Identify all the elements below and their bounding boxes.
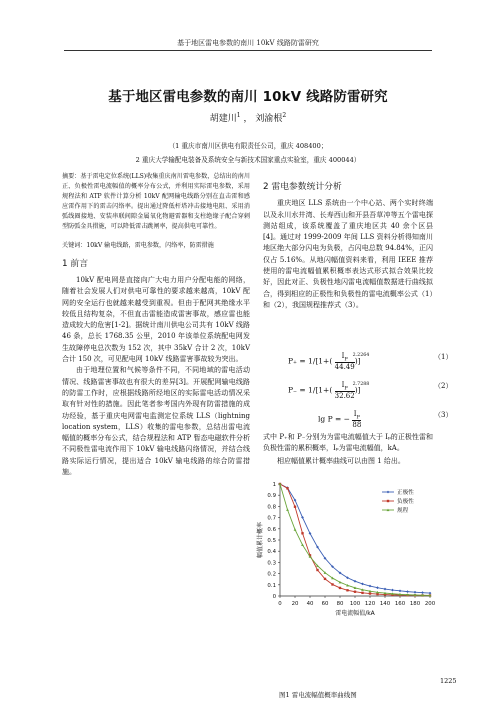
equation-2: [288, 381, 453, 401]
equation-fraction: [352, 410, 361, 429]
legend-label: 正极性: [397, 490, 414, 496]
x-tick-label: 140: [379, 601, 391, 607]
equation-3: [318, 410, 453, 430]
y-tick-label: 0.1: [267, 582, 276, 589]
equation-rhs: )]: [354, 385, 361, 395]
y-tick-label: 0.9: [267, 493, 276, 500]
amplitude-probability-chart: [256, 480, 438, 686]
data-point: [286, 487, 288, 489]
y-tick-label: 0.4: [267, 549, 276, 556]
equation-1: [288, 352, 453, 372]
y-tick-label: 0.6: [267, 526, 276, 533]
affiliation-line: 2 重庆大学输配电装备及系统安全与新技术国家重点实验室，重庆 400044）: [135, 156, 361, 164]
x-tick-label: 200: [424, 601, 436, 607]
keywords: 关键词：10kV 输电线路，雷电参数，闪络率，防雷措施: [62, 241, 214, 249]
x-tick-label: 20: [291, 601, 299, 607]
data-point: [301, 532, 303, 534]
x-tick-label: 80: [336, 601, 344, 607]
equation-fraction: [335, 352, 355, 371]
fraction-numerator: $I_P$: [335, 381, 355, 392]
equation-number: （2）: [434, 382, 453, 390]
equation-exponent: 2.7288: [352, 382, 370, 388]
author-line: [0, 111, 496, 124]
data-point: [361, 583, 364, 586]
author-name: 刘渝根: [255, 114, 283, 124]
section-heading: 2 雷电参数统计分析: [263, 182, 342, 192]
fraction-denominator: 44.49: [334, 363, 355, 372]
data-point: [406, 590, 409, 593]
abstract: 摘要：基于雷电定位系统(LLS)收集重庆南川雷电参数，总结出的南川正、负极性雷电流幅值的概率分布公式，并利用实际雷电参数，采用规程法和 ATP 软件计算分析 10kV 配网输电线路分别在直击雷和感应雷作用下的雷击闪络率。提出通过降低杆塔冲击接地电阻、采用消弧线圈接地、安装串联间隙金属氧化物避雷器和支柱绝缘子配合穿刺型防弧金具措施，可以降低雷击跳闸率，提高供电可靠性。: [62, 173, 250, 231]
data-point: [376, 586, 379, 589]
figure-caption: 图1 雷电流幅值概率曲线图: [279, 691, 357, 699]
equation-explanation-block: [263, 432, 433, 467]
data-point: [414, 591, 417, 594]
affiliation-line: （1 重庆市南川区供电有限责任公司，重庆 408400；: [168, 142, 328, 150]
x-tick-label: 180: [409, 601, 421, 607]
section-heading: 1 前言: [62, 258, 88, 269]
legend-label: 负极性: [397, 499, 414, 505]
left-column: [62, 172, 250, 478]
paper-title: 基于地区雷电参数的南川 10kV 线路防雷研究: [108, 90, 388, 105]
data-point: [399, 589, 402, 592]
data-point: [301, 516, 304, 519]
body-paragraph: 式中 P₊和 P₋分别为为雷电流幅值大于 Iₚ的正极性雷和负极性雷的累积概率，Iₚ为雷电流幅值，kA。: [263, 433, 433, 453]
data-point: [369, 592, 371, 594]
y-tick-label: 0.3: [267, 560, 276, 567]
fraction-numerator: $I_P$: [335, 352, 355, 363]
equation-lhs: P₊ = 1/[1+(: [288, 356, 333, 366]
body-paragraph: 由于地理位置和气候等条件不同，不同地域的雷电活动情况、线路雷害事故也有很大的差异[3]。开展配网输电线路的防雷工作时，应根据线路所经地区的实际雷电活动情况采取有针对性的措施。因此笔者参考国内外现有防雷措施的成功经验，基于重庆电网雷电监测定位系统 LLS（lightning location system，LLS）收集的雷电参数，总结出雷电流幅值的概率分布公式，结合规程法和 ATP 暂态电磁软件分析不同极性雷电流作用下 10kV 输电线路闪络情况，并结合线路实际运行情况，提出适合 10kV 输电线路的综合防雷措施。: [62, 366, 250, 476]
y-tick-label: 0.7: [267, 515, 276, 522]
equation-number: （3）: [434, 411, 453, 419]
data-point: [354, 591, 356, 593]
author-affil-mark: 2: [282, 112, 287, 119]
fraction-numerator: $I_P$: [353, 410, 360, 421]
x-tick-label: 160: [394, 601, 406, 607]
data-point: [391, 589, 394, 592]
equation-number: （1）: [434, 353, 453, 361]
running-head: 基于地区雷电参数的南川 10kV 线路防雷研究: [177, 39, 319, 47]
x-tick-label: 100: [349, 601, 361, 607]
fraction-denominator: 88: [352, 421, 362, 430]
equation-fraction: [335, 381, 355, 400]
author-separator: ，: [243, 114, 253, 124]
legend-label: 规程: [397, 508, 409, 514]
x-axis-label: 雷电流幅值/kA: [335, 610, 375, 617]
data-point: [331, 583, 333, 585]
right-column: [263, 172, 433, 311]
body-paragraph: 相应幅值累计概率曲线可以由图 1 给出。: [277, 456, 405, 465]
data-point: [369, 585, 372, 588]
author-name: 胡建川: [209, 114, 237, 124]
legend-marker: [387, 491, 390, 494]
x-tick-label: 0: [278, 601, 282, 607]
y-tick-label: 0.2: [267, 571, 276, 578]
data-point: [294, 528, 297, 531]
x-tick-label: 40: [306, 601, 314, 607]
y-tick-label: 1: [272, 482, 276, 488]
author-affil-mark: 1: [236, 112, 241, 119]
y-tick-label: 0: [272, 594, 276, 600]
data-point: [361, 592, 363, 594]
equation-lhs: P₋ = 1/[1+(: [288, 385, 333, 395]
data-point: [316, 569, 318, 571]
equation-rhs: )]: [354, 356, 361, 366]
data-point: [324, 578, 326, 580]
fraction-denominator: 32.62: [334, 392, 355, 401]
data-point: [286, 508, 289, 511]
body-paragraph: 重庆地区 LLS 系统由一个中心站、两个实时终端以及永川水井湾、长寿西山和开县吾草冲等五个雷电探测站组成，该系统覆盖了重庆地区共 40 余个区县[4]。通过对 1999-2009 年间 LLS 资料分析得知南川地区绝大部分闪电为负极，占闪电总数 94.84%，正闪仅占 5.16%。从地闪幅值资料来看，利用 IEEE 推荐使用的雷电流幅值累积概率表达式形式拟合效果比较好，因此对正、负极性地闪雷电流幅值数据进行曲线拟合，得到相应的正极性和负极性的雷电流概率公式（1）和（2），我国规程推荐式（3）。: [263, 199, 433, 309]
legend-marker: [387, 500, 389, 502]
x-tick-label: 60: [321, 601, 329, 607]
data-point: [421, 591, 424, 594]
body-paragraph: 10kV 配电网是直接向广大电力用户分配电能的网络，随着社会发展人们对供电可靠性的要求越来越高，10kV 配网的安全运行也就越来越受到重视。但由于配网其绝缘水平较低且结构复杂，不但直击雷能造成雷害事故，感应雷也能造成较大的危害[1-2]。据统计南川供电公司共有 10kV 线路 46 条，总长 1768.35 公里，2010 年该单位系统配电网发生故障停电总次数为 152 次，其中 35kV 合计 2 次，10kV 合计 150 次，可见配电网 10kV 线路雷害事故较为突出。: [62, 275, 250, 364]
data-point: [294, 506, 296, 508]
y-axis-label: 幅值累计概率: [257, 521, 264, 559]
equation-lhs: lg P = −: [318, 414, 350, 424]
data-point: [339, 587, 341, 589]
page-number: 1225: [440, 677, 457, 685]
y-tick-label: 0.8: [267, 504, 276, 511]
data-point: [384, 588, 387, 591]
x-tick-label: 120: [364, 601, 376, 607]
header-rule: [64, 50, 432, 51]
data-point: [346, 589, 348, 591]
data-point: [354, 580, 357, 583]
equation-exponent: 2.2264: [352, 353, 370, 359]
y-tick-label: 0.5: [267, 538, 276, 544]
